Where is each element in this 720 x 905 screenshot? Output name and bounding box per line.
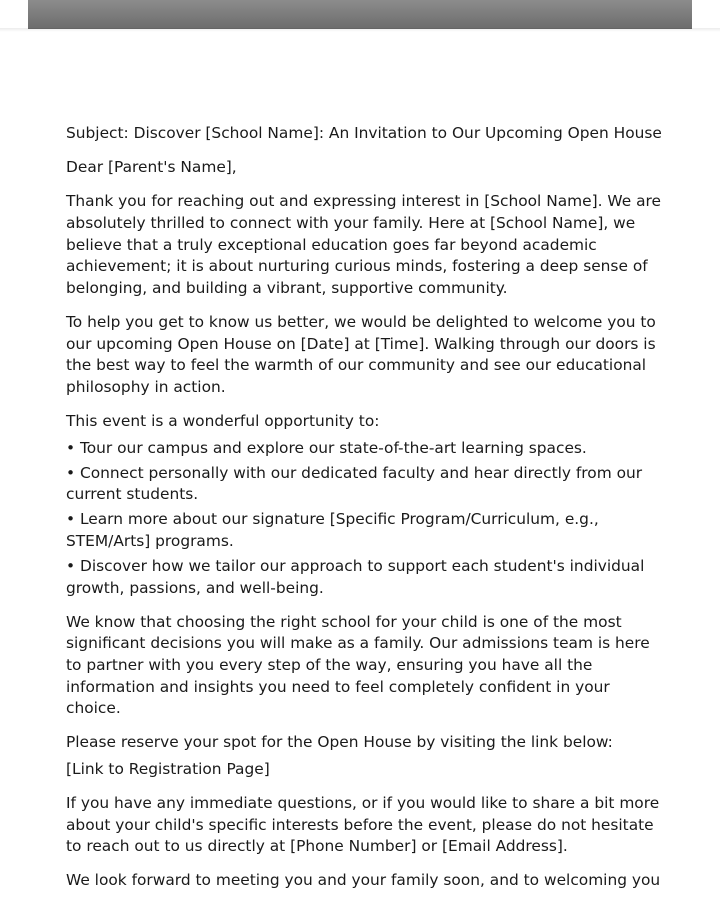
bullet-item: • Connect personally with our dedicated faculty and hear directly from our current students. bbox=[66, 463, 643, 504]
bullet-item: • Discover how we tailor our approach to support each student's individual growth, passions, and well-being. bbox=[66, 556, 645, 597]
paragraph-intro: Thank you for reaching out and expressing interest in [School Name]. We are absolutely thrilled to connect with your family. Here at [School Name], we believe that a truly exceptional education goes far beyond academic achievement; it is about nurturing curious minds, fostering a deep sense of belonging, and building a vibrant, supportive community. bbox=[66, 192, 661, 297]
bullet-item: • Learn more about our signature [Specific Program/Curriculum, e.g., STEM/Arts] programs. bbox=[66, 510, 599, 550]
paragraph-closing: We look forward to meeting you and your family soon, and to welcoming you bbox=[66, 871, 661, 890]
paragraph-questions: If you have any immediate questions, or if you would like to share a bit more about your child's specific interests before the event, please do not hesitate to reach out to us directly at [Phone Number] or [Email Address]. bbox=[66, 794, 660, 856]
top-toolbar-bar bbox=[28, 0, 692, 29]
toolbar-shadow bbox=[0, 28, 720, 32]
paragraph-opportunity: This event is a wonderful opportunity to: bbox=[66, 411, 380, 430]
paragraph-reserve: Please reserve your spot for the Open House by visiting the link below: bbox=[66, 733, 613, 752]
paragraph-decision: We know that choosing the right school for your child is one of the most significant decisions you will make as a family. Our admissions team is here to partner with you every step of the way, ensuring you have all the information and insights you need to feel completely confident in your choice. bbox=[66, 612, 650, 718]
letter-body bbox=[66, 123, 662, 905]
subject-line: Subject: Discover [School Name]: An Invitation to Our Upcoming Open House bbox=[66, 124, 662, 142]
salutation: Dear [Parent's Name], bbox=[66, 158, 237, 177]
paragraph-open-house: To help you get to know us better, we would be delighted to welcome you to our upcoming Open House on [Date] at [Time]. Walking through our doors is the best way to feel the warmth of our community and see our educational philosophy in action. bbox=[66, 312, 656, 396]
bullet-item: • Tour our campus and explore our state-of-the-art learning spaces. bbox=[66, 438, 587, 457]
registration-link[interactable]: [Link to Registration Page] bbox=[66, 759, 270, 778]
